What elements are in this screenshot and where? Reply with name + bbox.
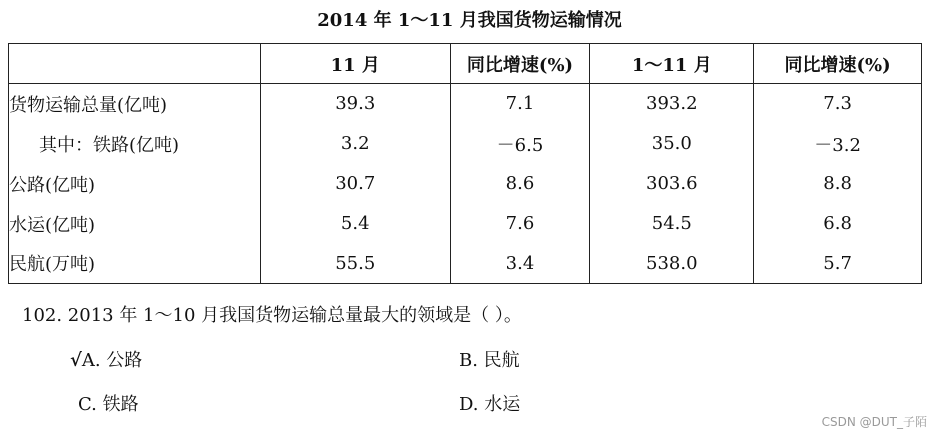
cell-value: 303.6 <box>590 164 754 204</box>
checkmark-icon: √ <box>70 350 82 371</box>
table-row <box>9 164 922 204</box>
cell-value: 6.8 <box>754 204 922 244</box>
option-a[interactable] <box>70 349 142 373</box>
option-c[interactable] <box>78 393 139 417</box>
cell-value: 3.2 <box>260 124 450 164</box>
header-nov-growth: 同比增速(%) <box>450 44 590 84</box>
question-text: 102. 2013 年 1～10 月我国货物运输总量最大的领域是（ ）。 <box>22 305 522 326</box>
cell-value: 5.7 <box>754 244 922 284</box>
table-header-row <box>9 44 922 84</box>
header-jan-nov-growth: 同比增速(%) <box>754 44 922 84</box>
cell-value: 3.4 <box>450 244 590 284</box>
cell-value: 7.6 <box>450 204 590 244</box>
table-row <box>9 244 922 284</box>
cell-value: 39.3 <box>260 84 450 124</box>
table-row <box>9 124 922 164</box>
option-a-label: A. 公路 <box>81 350 143 371</box>
cell-value: 54.5 <box>590 204 754 244</box>
row-label-highway: 公路(亿吨) <box>9 164 261 204</box>
freight-table <box>8 43 922 284</box>
row-label-total: 货物运输总量(亿吨) <box>9 84 261 124</box>
header-blank <box>9 44 261 84</box>
cell-value: 8.8 <box>754 164 922 204</box>
cell-value: 35.0 <box>590 124 754 164</box>
table-row <box>9 204 922 244</box>
option-b[interactable] <box>459 349 520 373</box>
row-label-railway: 其中：铁路(亿吨) <box>9 124 261 164</box>
cell-value: －3.2 <box>754 124 922 164</box>
cell-value: 7.3 <box>754 84 922 124</box>
row-label-aviation: 民航(万吨) <box>9 244 261 284</box>
cell-value: －6.5 <box>450 124 590 164</box>
option-d[interactable] <box>459 393 520 417</box>
header-nov: 11 月 <box>260 44 450 84</box>
option-d-label: D. 水运 <box>459 394 521 415</box>
watermark: CSDN @DUT_子陌 <box>821 415 927 429</box>
cell-value: 5.4 <box>260 204 450 244</box>
table-title: 2014 年 1～11 月我国货物运输情况 <box>317 10 622 31</box>
cell-value: 538.0 <box>590 244 754 284</box>
option-b-label: B. 民航 <box>459 350 520 371</box>
cell-value: 7.1 <box>450 84 590 124</box>
row-label-waterway: 水运(亿吨) <box>9 204 261 244</box>
cell-value: 393.2 <box>590 84 754 124</box>
cell-value: 30.7 <box>260 164 450 204</box>
table-row <box>9 84 922 124</box>
header-jan-nov: 1～11 月 <box>590 44 754 84</box>
option-c-label: C. 铁路 <box>78 394 139 415</box>
cell-value: 8.6 <box>450 164 590 204</box>
cell-value: 55.5 <box>260 244 450 284</box>
